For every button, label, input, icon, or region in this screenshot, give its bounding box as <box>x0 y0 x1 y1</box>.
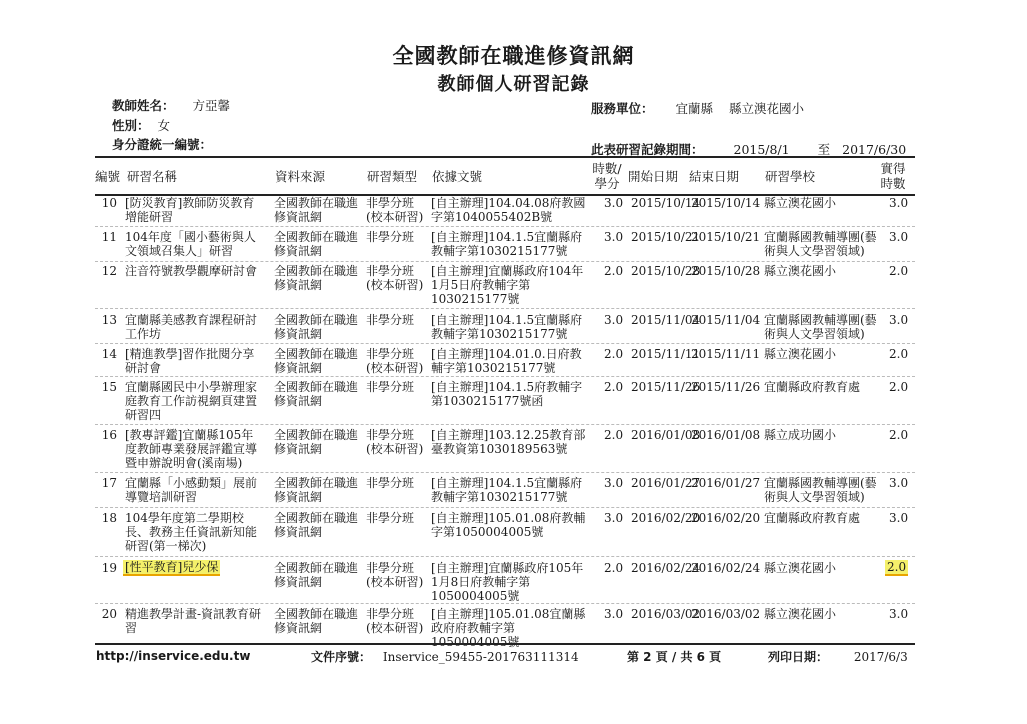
row-hours: 3.0 <box>604 511 624 525</box>
unit-school: 縣立澳花國小 <box>729 101 805 116</box>
row-type: 非學分班(校本研習) <box>366 561 424 589</box>
row-earned: 3.0 <box>889 313 909 327</box>
row-type: 非學分班 <box>366 230 415 244</box>
row-end: 2015/10/28 <box>691 264 761 278</box>
row-name: 宜蘭縣國民中小學辦理家庭教育工作訪視網頁建置研習四 <box>125 380 258 422</box>
row-end: 2016/01/08 <box>691 428 761 442</box>
header-end: 結束日期 <box>689 169 740 184</box>
row-doc: [自主辦理]103.12.25教育部臺教資第1030189563號 <box>431 428 586 456</box>
row-school: 宜蘭縣國教輔導團(藝術與人文學習領域) <box>764 476 877 504</box>
highlighted-row-earned: 2.0 <box>887 560 907 574</box>
row-school: 縣立澳花國小 <box>764 607 837 621</box>
row-school: 宜蘭縣政府教育處 <box>764 380 861 394</box>
row-no: 15 <box>101 380 117 394</box>
row-no: 12 <box>101 264 117 278</box>
table-bottom-rule <box>95 643 915 645</box>
row-start: 2016/02/24 <box>631 561 701 575</box>
row-hours: 3.0 <box>604 230 624 244</box>
row-type: 非學分班 <box>366 476 415 490</box>
row-source: 全國教師在職進修資訊網 <box>274 561 359 589</box>
header-school: 研習學校 <box>765 169 816 184</box>
row-source: 全國教師在職進修資訊網 <box>274 607 359 635</box>
row-hours: 3.0 <box>604 196 624 210</box>
row-doc: [自主辦理]105.01.08宜蘭縣政府府教輔字第1050004005號 <box>431 607 586 649</box>
header-earned: 實得時數 <box>880 161 906 191</box>
row-name: 104學年度第二學期校長、教務主任資訊新知能研習(第一梯次) <box>125 511 258 553</box>
row-separator <box>95 424 915 425</box>
row-source: 全國教師在職進修資訊網 <box>274 476 359 504</box>
row-doc: [自主辦理]宜蘭縣政府105年1月8日府教輔字第1050004005號 <box>431 561 584 603</box>
row-start: 2015/10/21 <box>631 230 701 244</box>
period-start: 2015/8/1 <box>733 142 790 157</box>
row-earned: 2.0 <box>889 428 909 442</box>
gender-row <box>112 116 170 134</box>
row-earned: 3.0 <box>889 196 909 210</box>
row-end: 2015/11/26 <box>691 380 761 394</box>
footer-serial-label: 文件序號： <box>311 650 372 664</box>
row-hours: 2.0 <box>604 428 624 442</box>
header-source: 資料來源 <box>275 169 326 184</box>
row-earned: 3.0 <box>889 230 909 244</box>
row-end: 2015/11/04 <box>691 313 761 327</box>
row-doc: [自主辦理]宜蘭縣政府104年1月5日府教輔字第1030215177號 <box>431 264 584 306</box>
header-hours: 時數/學分 <box>592 161 622 191</box>
row-school: 宜蘭縣政府教育處 <box>764 511 861 525</box>
row-start: 2015/11/26 <box>631 380 701 394</box>
row-source: 全國教師在職進修資訊網 <box>274 347 359 375</box>
row-earned: 3.0 <box>889 607 909 621</box>
row-doc: [自主辦理]104.01.0.日府教輔字第1030215177號 <box>431 347 582 375</box>
row-start: 2015/10/28 <box>631 264 701 278</box>
row-type: 非學分班(校本研習) <box>366 196 424 224</box>
row-no: 13 <box>101 313 117 327</box>
row-type: 非學分班 <box>366 511 415 525</box>
period-end: 2017/6/30 <box>842 142 907 157</box>
row-type: 非學分班(校本研習) <box>366 607 424 635</box>
row-earned: 3.0 <box>889 511 909 525</box>
row-separator <box>95 261 915 262</box>
row-doc: [自主辦理]104.1.5宜蘭縣府教輔字第1030215177號 <box>431 476 583 504</box>
footer-serial <box>311 648 579 665</box>
row-earned: 2.0 <box>889 264 909 278</box>
row-doc: [自主辦理]104.1.5宜蘭縣府教輔字第1030215177號 <box>431 230 583 258</box>
footer-page-info <box>627 648 721 665</box>
row-separator <box>95 343 915 344</box>
row-no: 20 <box>101 607 117 621</box>
row-type: 非學分班(校本研習) <box>366 264 424 292</box>
row-doc: [自主辦理]104.1.5宜蘭縣府教輔字第1030215177號 <box>431 313 583 341</box>
row-end: 2016/02/20 <box>691 511 761 525</box>
footer-url <box>96 649 250 663</box>
period-separator: 至 <box>817 142 831 157</box>
gender-label: 性別： <box>112 118 150 133</box>
row-no: 17 <box>101 476 117 490</box>
row-no: 16 <box>101 428 117 442</box>
row-start: 2015/11/11 <box>631 347 701 361</box>
row-name: [教專評鑑]宜蘭縣105年度教師專業發展評鑑宣導暨申辦說明會(溪南場) <box>125 428 258 470</box>
row-separator <box>95 226 915 227</box>
row-no: 10 <box>101 196 117 210</box>
row-name: 精進教學計畫-資訊教育研習 <box>125 607 262 635</box>
row-no: 18 <box>101 511 117 525</box>
row-separator <box>95 472 915 473</box>
row-separator <box>95 603 915 604</box>
row-hours: 2.0 <box>604 561 624 575</box>
row-doc: [自主辦理]104.1.5府教輔字第1030215177號函 <box>431 380 583 408</box>
row-end: 2015/11/11 <box>691 347 761 361</box>
row-school: 縣立澳花國小 <box>764 561 837 575</box>
page-subtitle: 教師個人研習記錄 <box>437 74 590 95</box>
row-separator <box>95 376 915 377</box>
row-name: [精進教學]習作批閱分享研討會 <box>125 347 255 375</box>
row-hours: 3.0 <box>604 607 624 621</box>
id-row <box>112 135 212 153</box>
row-source: 全國教師在職進修資訊網 <box>274 230 359 258</box>
teacher-name-value: 方亞馨 <box>192 98 231 113</box>
row-end: 2015/10/21 <box>691 230 761 244</box>
footer-serial-value: Inservice_59455-201763111314 <box>382 650 579 664</box>
gender-value: 女 <box>157 118 171 133</box>
period-label: 此表研習記錄期間： <box>591 142 704 157</box>
row-doc: [自主辦理]104.04.08府教國字第1040055402B號 <box>431 196 586 224</box>
row-no: 19 <box>101 561 117 575</box>
row-name: 注音符號教學觀摩研討會 <box>125 264 258 278</box>
row-end: 2016/01/27 <box>691 476 761 490</box>
row-school: 宜蘭縣國教輔導團(藝術與人文學習領域) <box>764 230 877 258</box>
row-earned: 3.0 <box>889 476 909 490</box>
row-hours: 2.0 <box>604 264 624 278</box>
row-source: 全國教師在職進修資訊網 <box>274 511 359 539</box>
row-end: 2016/02/24 <box>691 561 761 575</box>
row-school: 縣立澳花國小 <box>764 196 837 210</box>
row-school: 縣立澳花國小 <box>764 264 837 278</box>
row-type: 非學分班 <box>366 313 415 327</box>
row-start: 2016/03/02 <box>631 607 701 621</box>
row-earned <box>885 560 908 574</box>
row-start: 2016/01/08 <box>631 428 701 442</box>
row-type: 非學分班(校本研習) <box>366 347 424 375</box>
row-source: 全國教師在職進修資訊網 <box>274 196 359 224</box>
row-name: 宜蘭縣美感教育課程研討工作坊 <box>125 313 258 341</box>
row-start: 2015/11/04 <box>631 313 701 327</box>
footer-print-date <box>768 648 908 665</box>
row-separator <box>95 308 915 309</box>
header-no: 編號 <box>95 169 121 184</box>
page-title: 全國教師在職進修資訊網 <box>392 43 635 68</box>
footer-url-text: http://inservice.edu.tw <box>96 649 251 663</box>
teacher-name-row <box>112 96 230 114</box>
unit-row <box>591 99 804 117</box>
row-school: 宜蘭縣國教輔導團(藝術與人文學習領域) <box>764 313 877 341</box>
row-separator <box>95 507 915 508</box>
row-name: [防災教育]教師防災教育增能研習 <box>125 196 255 224</box>
row-name: 104年度「國小藝術與人文領域召集人」研習 <box>125 230 256 258</box>
row-type: 非學分班 <box>366 380 415 394</box>
row-source: 全國教師在職進修資訊網 <box>274 313 359 341</box>
unit-label: 服務單位： <box>591 101 654 116</box>
row-hours: 2.0 <box>604 380 624 394</box>
header-doc: 依據文號 <box>432 169 483 184</box>
row-school: 縣立澳花國小 <box>764 347 837 361</box>
footer-print-label: 列印日期： <box>768 650 829 664</box>
header-start: 開始日期 <box>628 169 679 184</box>
footer-page-text: 第 2 頁 / 共 6 頁 <box>627 650 722 664</box>
row-no: 14 <box>101 347 117 361</box>
row-earned: 2.0 <box>889 380 909 394</box>
row-start: 2016/02/20 <box>631 511 701 525</box>
id-label: 身分證統一編號： <box>112 137 213 152</box>
row-name <box>123 560 263 574</box>
row-hours: 3.0 <box>604 313 624 327</box>
row-earned: 2.0 <box>889 347 909 361</box>
unit-county: 宜蘭縣 <box>675 101 714 116</box>
row-end: 2015/10/14 <box>691 196 761 210</box>
row-hours: 2.0 <box>604 347 624 361</box>
row-start: 2015/10/14 <box>631 196 701 210</box>
footer-print-value: 2017/6/3 <box>853 650 908 664</box>
row-separator <box>95 556 915 557</box>
row-type: 非學分班(校本研習) <box>366 428 424 456</box>
header-type: 研習類型 <box>367 169 418 184</box>
highlighted-row-name: [性平教育]兒少保 <box>125 560 219 574</box>
row-source: 全國教師在職進修資訊網 <box>274 428 359 456</box>
row-hours: 3.0 <box>604 476 624 490</box>
teacher-name-label: 教師姓名： <box>112 98 175 113</box>
row-source: 全國教師在職進修資訊網 <box>274 380 359 408</box>
row-no: 11 <box>101 230 117 244</box>
row-source: 全國教師在職進修資訊網 <box>274 264 359 292</box>
row-doc: [自主辦理]105.01.08府教輔字第1050004005號 <box>431 511 586 539</box>
header-name: 研習名稱 <box>127 169 178 184</box>
row-school: 縣立成功國小 <box>764 428 837 442</box>
row-end: 2016/03/02 <box>691 607 761 621</box>
row-start: 2016/01/27 <box>631 476 701 490</box>
table-header <box>95 158 915 194</box>
row-name: 宜蘭縣「小感動類」展前導覽培訓研習 <box>125 476 258 504</box>
